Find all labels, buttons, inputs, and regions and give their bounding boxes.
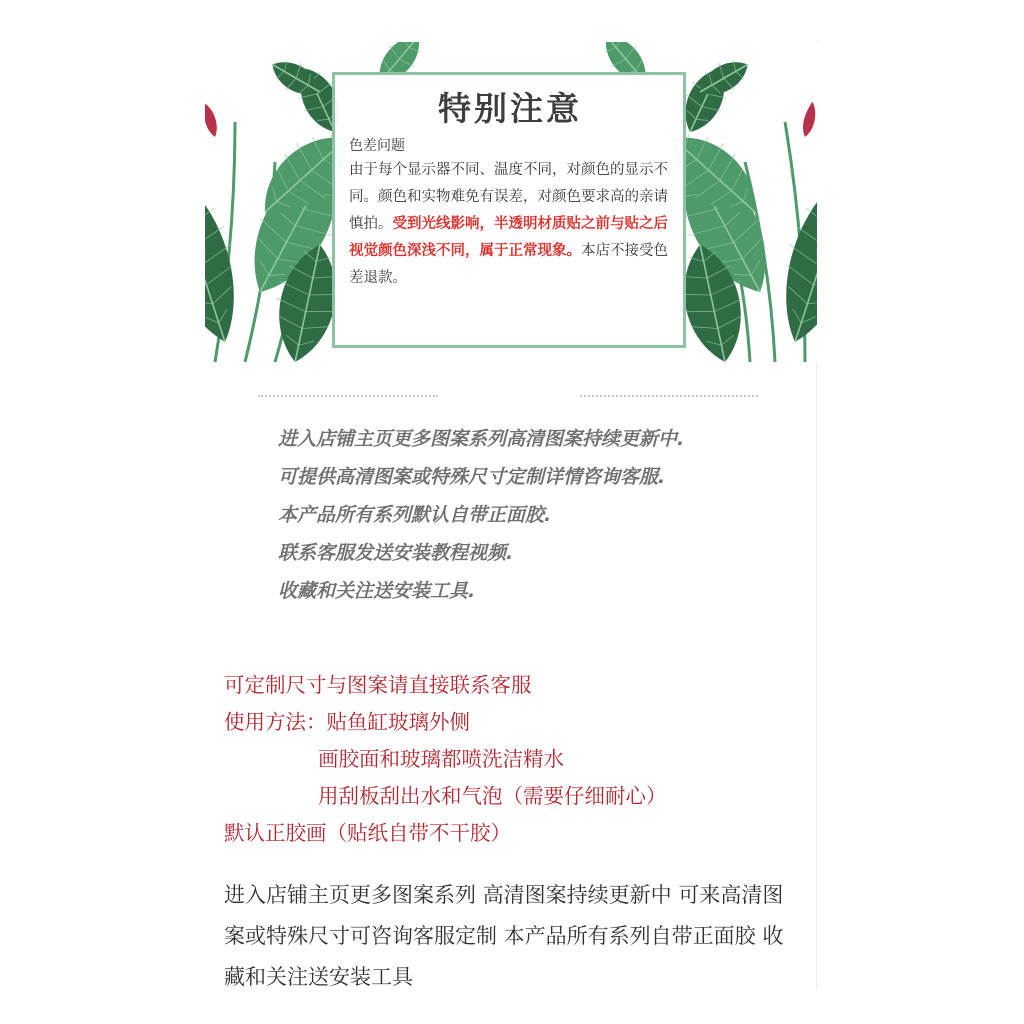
notice-body-normal: 由于每个显示器不同、温度不同，对颜色的显示不同。颜色和实物难免有误差，对颜色要求高的亲请慎拍。 xyxy=(349,162,668,232)
notice-body-tail: 本店不接受色差退款。 xyxy=(349,243,668,286)
notice-title: 特别注意 xyxy=(438,89,582,128)
leaf-shape xyxy=(761,160,817,353)
usage-step-2: 用刮板刮出水和气泡（需要仔细耐心） xyxy=(318,784,667,808)
notice-banner xyxy=(205,42,817,362)
info-list-item: 进入店铺主页更多图案系列高清图案持续更新中. xyxy=(278,428,685,450)
dotted-separator-right xyxy=(580,395,758,397)
usage-method-heading: 使用方法：贴鱼缸玻璃外侧 xyxy=(224,710,470,734)
flower-shape xyxy=(205,101,220,139)
flower-shape xyxy=(800,101,817,139)
summary-paragraph: 进入店铺主页更多图案系列 高清图案持续更新中 可来高清图案或特殊尺寸可咨询客服定制 本产品所有系列自带正面胶 收藏和关注送安装工具 xyxy=(224,883,784,989)
usage-step-1: 画胶面和玻璃都喷洗洁精水 xyxy=(318,747,564,771)
notice-subtitle: 色差问题 xyxy=(349,138,405,154)
notice-body-warning: 受到光线影响，半透明材质贴之前与贴之后视觉颜色深浅不同，属于正常现象。 xyxy=(349,216,668,259)
notice-box xyxy=(332,72,686,348)
info-list-item: 收藏和关注送安装工具. xyxy=(278,580,476,602)
dotted-separator-left xyxy=(258,395,438,397)
usage-instructions xyxy=(224,667,667,852)
info-list-item: 联系客服发送安装教程视频. xyxy=(278,542,514,564)
notice-body xyxy=(349,157,671,292)
custom-size-note: 可定制尺寸与图案请直接联系客服 xyxy=(224,673,532,697)
default-adhesive-note: 默认正胶画（贴纸自带不干胶） xyxy=(224,821,511,845)
leaf-shape xyxy=(205,160,259,353)
info-list-item: 可提供高清图案或特殊尺寸定制详情咨询客服. xyxy=(278,466,666,488)
info-list xyxy=(278,420,684,610)
info-list-item: 本产品所有系列默认自带正面胶. xyxy=(278,504,552,526)
